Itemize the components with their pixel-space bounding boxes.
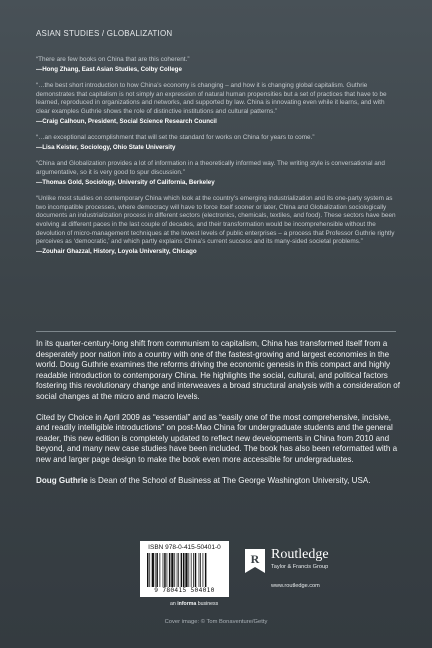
review-quote: “Unlike most studies on contemporary China which look at the country’s emerging industrialization and its one-party system as two incompatible processes, where democracy will have to force itself sooner or later, China and Globalization sociologically documents an industrialization process in different sectors (electronics, chemicals, textiles, and food). These sectors have been evolving at different paces in the last couple of decades, and their transformation would be incomprehensible without the devolution of micro-management techniques at the lowest levels of public enterprises – a process that Professor Guthrie rightly perceives as ‘democratic,’ and which partly explains China’s current success and its many-sided societal problems.”	[36, 195, 396, 246]
informa-prefix: an	[170, 601, 178, 607]
isbn-label: ISBN 978-0-415-50401-0	[148, 544, 221, 551]
barcode-bars	[146, 553, 224, 587]
category-label: ASIAN STUDIES / GLOBALIZATION	[36, 29, 173, 38]
svg-text:R: R	[250, 552, 260, 566]
isbn-barcode	[140, 541, 229, 597]
review-attribution: —Zouhair Ghazzal, History, Loyola University, Chicago	[36, 247, 197, 255]
review-quote: “China and Globalization provides a lot of information in a theoretically informed way. The writing style is conversational and argumentative, so it is very good to spur discussion.”	[36, 160, 385, 176]
informa-brand: informa	[177, 601, 197, 607]
review-quote: “…the best short introduction to how China’s economy is changing – and how it is changing global capitalism. Guthrie demonstrates that capitalism is not simply an expression of natural human propensities but a set of practices that have to be learned, reproduced in organizations and networks, and supported by law. China is innovating even while it learns, and with clear examples Guthrie shows the role of distinctive institutions and cultural patterns.”	[36, 82, 387, 115]
cover-image-credit: Cover image: © Tom Bonaventure/Getty	[164, 619, 268, 625]
author-bio	[36, 476, 400, 487]
informa-business-label	[170, 601, 218, 607]
informa-suffix: business	[196, 601, 219, 607]
publisher-name: Routledge	[271, 547, 329, 562]
section-divider	[36, 331, 396, 332]
description-paragraph: In its quarter-century-long shift from communism to capitalism, China has transformed itself from a desperately poor nation into a country with one of the fastest-growing and largest economies in the world. Doug Guthrie examines the reforms driving the economic genesis in this compact and highly readable introduction to contemporary China. He highlights the social, cultural, and political factors fostering this revolutionary change and interweaves a broad structural analysis with a consideration of social changes at the micro and macro levels.	[36, 339, 400, 401]
review-blurb	[36, 134, 398, 152]
publisher-logo	[244, 542, 394, 596]
review-blurbs	[36, 56, 398, 264]
review-blurb	[36, 56, 398, 74]
review-quote: “…an exceptional accomplishment that will set the standard for works on China for years to come.”	[36, 134, 315, 142]
review-quote: “There are few books on China that are this coherent.”	[36, 56, 190, 63]
book-description	[36, 339, 400, 496]
publisher-subtitle: Taylor & Francis Group	[271, 564, 329, 570]
review-attribution: —Thomas Gold, Sociology, University of California, Berkeley	[36, 178, 215, 186]
routledge-r-icon	[244, 548, 266, 574]
review-blurb	[36, 82, 398, 126]
review-blurb	[36, 160, 398, 187]
author-bio-text: is Dean of the School of Business at The George Washington University, USA.	[87, 475, 371, 485]
review-attribution: —Lisa Keister, Sociology, Ohio State University	[36, 143, 176, 151]
barcode-digits: 9 780415 504010	[154, 587, 215, 594]
publisher-url[interactable]: www.routledge.com	[271, 583, 320, 589]
review-attribution: —Craig Calhoun, President, Social Science Research Council	[36, 117, 217, 125]
review-attribution: —Hong Zhang, East Asian Studies, Colby College	[36, 65, 182, 73]
author-name: Doug Guthrie	[36, 475, 88, 485]
review-blurb	[36, 195, 398, 256]
description-paragraph: Cited by Choice in April 2009 as “essential” and as “easily one of the most comprehensive, incisive, and readily intelligible introductions” on post-Mao China for undergraduate students and the general reader, this new edition is completely updated to reflect new developments in China from 2010 and beyond, and many new case studies have been included. The book has also been reformatted with a new and larger page design to make the book even more accessible for undergraduates.	[36, 412, 398, 464]
